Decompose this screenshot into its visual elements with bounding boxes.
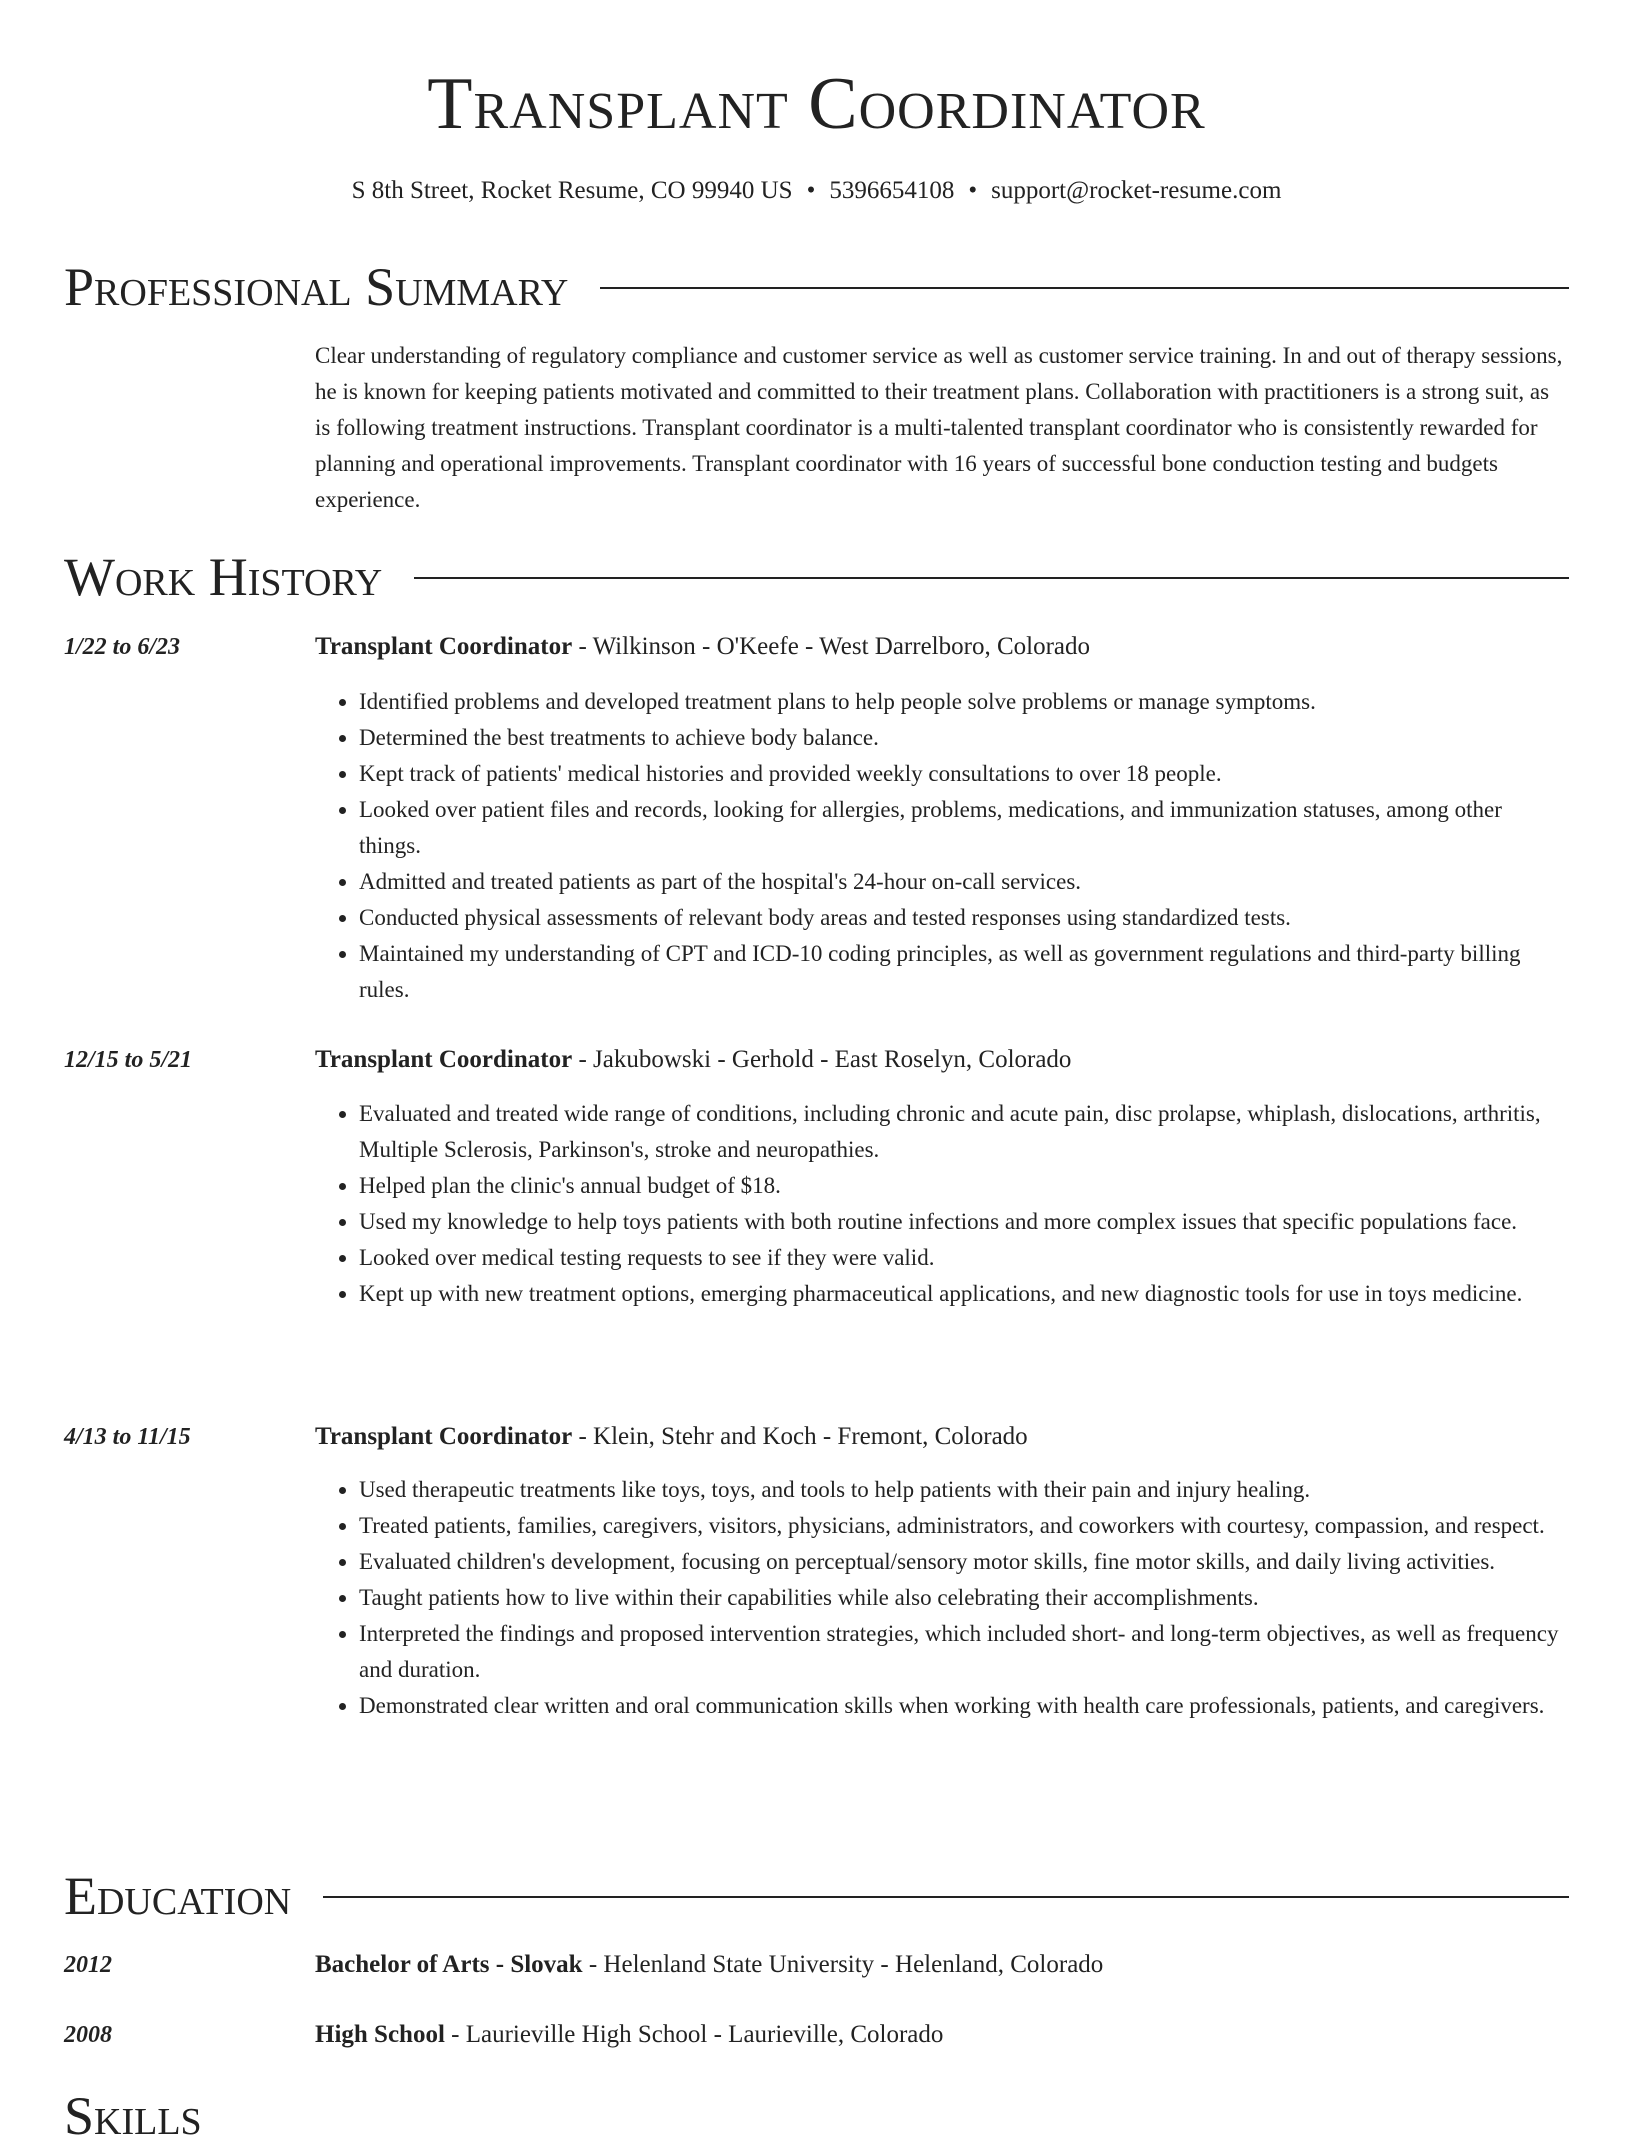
contact-email: support@rocket-resume.com: [991, 177, 1282, 204]
education-degree: Bachelor of Arts - Slovak: [315, 1951, 583, 1978]
list-item: • Identified problems and developed treatment plans to help people solve problems or manage symptoms.: [359, 684, 1569, 720]
education-school: - Laurieville High School - Laurieville, Colorado: [444, 2021, 944, 2048]
work-section-header: [64, 545, 1569, 609]
contact-line: [64, 175, 1569, 207]
education-year: 2012: [64, 1952, 112, 1978]
contact-separator: •: [968, 177, 978, 204]
list-item: • Taught patients how to live within their capabilities while also celebrating their accomplishments.: [359, 1580, 1569, 1616]
contact-phone: 5396654108: [829, 177, 955, 204]
list-item: • Maintained my understanding of CPT and ICD-10 coding principles, as well as government regulations and third-party billing rules.: [359, 936, 1569, 1008]
list-item: • Kept up with new treatment options, emerging pharmaceutical applications, and new diagnostic tools for use in toys medicine.: [359, 1276, 1569, 1312]
section-divider: [414, 577, 1569, 579]
skills-section-header: [64, 2084, 1569, 2148]
education-line: [315, 1948, 1103, 1982]
education-school: - Helenland State University - Helenland, Colorado: [582, 1951, 1104, 1978]
job-employer: - Jakubowski - Gerhold - East Roselyn, Colorado: [572, 1046, 1072, 1073]
work-section-title: Work History: [64, 547, 383, 607]
summary-text: Clear understanding of regulatory compliance and customer service as well as customer service training. In and out of therapy sessions, he is known for keeping patients motivated and committed to their treatment plans. Collaboration with practitioners is a strong suit, as is following treatment instructions. Transplant coordinator is a multi-talented transplant coordinator who is consistently rewarded for planning and operational improvements. Transplant coordinator with 16 years of successful bone conduction testing and budgets experience.: [315, 343, 1563, 512]
job-dates: 1/22 to 6/23: [64, 634, 181, 660]
job-employer: - Wilkinson - O'Keefe - West Darrelboro, Colorado: [572, 633, 1090, 660]
education-line: [315, 2018, 943, 2052]
list-item: • Helped plan the clinic's annual budget of $18.: [359, 1168, 1569, 1204]
job-role: Transplant Coordinator: [315, 1423, 573, 1450]
list-item: • Interpreted the findings and proposed intervention strategies, which included short- and long-term objectives, as well as frequency and duration.: [359, 1616, 1569, 1688]
job-title-line: [315, 1043, 1071, 1077]
summary-section-title: Professional Summary: [64, 257, 569, 317]
list-item: • Used my knowledge to help toys patients with both routine infections and more complex issues that specific populations face.: [359, 1204, 1569, 1240]
skills-section-title: Skills: [64, 2086, 202, 2146]
job-dates: 12/15 to 5/21: [64, 1047, 193, 1073]
section-divider: [600, 287, 1569, 289]
job-role: Transplant Coordinator: [315, 1046, 573, 1073]
list-item: • Looked over medical testing requests to see if they were valid.: [359, 1240, 1569, 1276]
list-item: • Used therapeutic treatments like toys, toys, and tools to help patients with their pain and injury healing.: [359, 1472, 1569, 1508]
job-bullets: [315, 1472, 1569, 1724]
job-role: Transplant Coordinator: [315, 633, 573, 660]
section-divider: [323, 1896, 1569, 1898]
education-section-header: [64, 1864, 1569, 1928]
job-title-line: [315, 630, 1090, 664]
job-dates: 4/13 to 11/15: [64, 1424, 191, 1450]
list-item: • Evaluated children's development, focusing on perceptual/sensory motor skills, fine motor skills, and daily living activities.: [359, 1544, 1569, 1580]
list-item: • Determined the best treatments to achieve body balance.: [359, 720, 1569, 756]
list-item: • Conducted physical assessments of relevant body areas and tested responses using standardized tests.: [359, 900, 1569, 936]
list-item: • Kept track of patients' medical histories and provided weekly consultations to over 18 people.: [359, 756, 1569, 792]
job-bullets: [315, 684, 1569, 1008]
education-year: 2008: [64, 2022, 112, 2048]
summary-section-header: [64, 255, 1569, 319]
list-item: • Admitted and treated patients as part of the hospital's 24-hour on-call services.: [359, 864, 1569, 900]
contact-separator: •: [806, 177, 816, 204]
list-item: • Treated patients, families, caregivers, visitors, physicians, administrators, and coworkers with courtesy, compassion, and respect.: [359, 1508, 1569, 1544]
contact-address: S 8th Street, Rocket Resume, CO 99940 US: [351, 177, 793, 204]
list-item: • Evaluated and treated wide range of conditions, including chronic and acute pain, disc prolapse, whiplash, dislocations, arthritis, Multiple Sclerosis, Parkinson's, stroke and neuropathies.: [359, 1096, 1569, 1168]
list-item: • Demonstrated clear written and oral communication skills when working with health care professionals, patients, and caregivers.: [359, 1688, 1569, 1724]
education-degree: High School: [315, 2021, 445, 2048]
job-title-line: [315, 1420, 1028, 1454]
job-bullets: [315, 1096, 1569, 1312]
education-section-title: Education: [64, 1866, 292, 1926]
job-employer: - Klein, Stehr and Koch - Fremont, Colorado: [572, 1423, 1028, 1450]
resume-name: Transplant Coordinator: [427, 63, 1206, 145]
list-item: • Looked over patient files and records, looking for allergies, problems, medications, and immunization statuses, among other things.: [359, 792, 1569, 864]
